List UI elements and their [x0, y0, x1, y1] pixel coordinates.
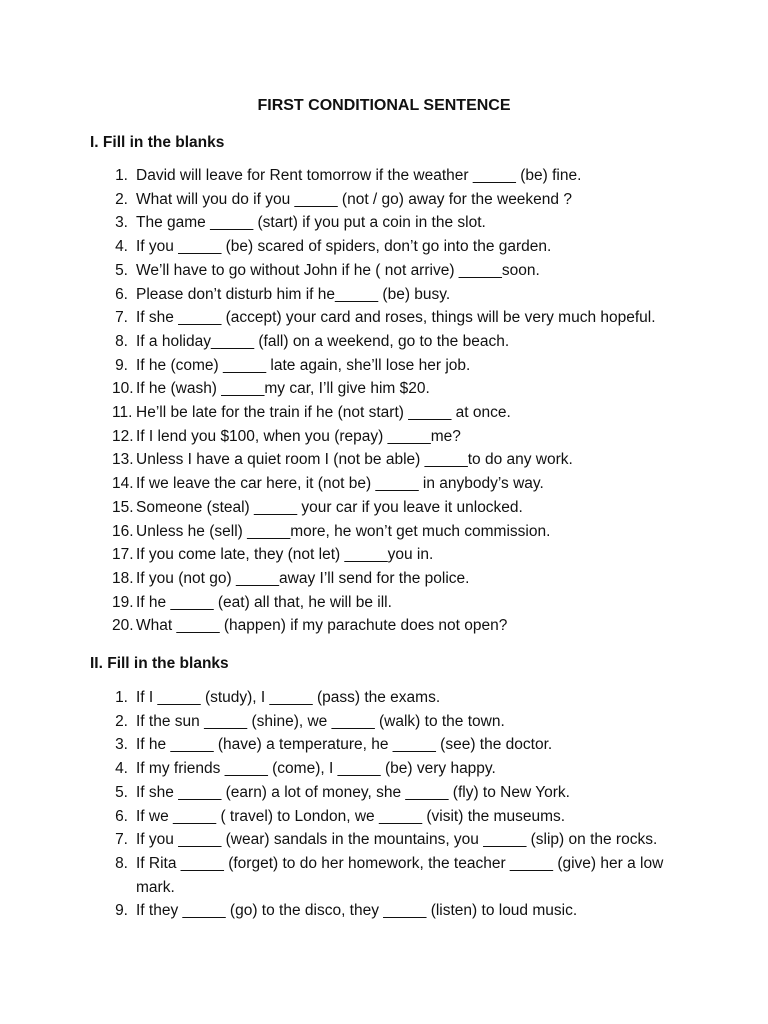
item-number: 9.: [115, 902, 128, 920]
list-item: [0, 733, 768, 757]
item-number: 3.: [115, 214, 128, 232]
list-item: [0, 781, 768, 805]
item-number: 17.: [112, 546, 134, 564]
list-item: [0, 164, 768, 188]
exercise-list-1: [0, 164, 768, 638]
section-heading-2: II. Fill in the blanks: [90, 655, 229, 672]
list-item: [0, 235, 768, 259]
item-text: If I _____ (study), I _____ (pass) the exams.: [136, 689, 441, 706]
list-item: [0, 401, 768, 425]
item-number: 4.: [115, 760, 128, 778]
list-item: [0, 805, 768, 829]
item-text: If Rita _____ (forget) to do her homework, the teacher _____ (give) her a low mark.: [136, 854, 664, 896]
item-number: 15.: [112, 498, 134, 516]
item-number: 18.: [112, 569, 134, 587]
list-item: [0, 543, 768, 567]
list-item: [0, 448, 768, 472]
list-item: [0, 283, 768, 307]
section-heading-1: I. Fill in the blanks: [90, 134, 225, 151]
list-item: [0, 330, 768, 354]
item-text: Please don’t disturb him if he_____ (be) busy.: [136, 285, 451, 303]
item-text: What will you do if you _____ (not / go) away for the weekend ?: [136, 190, 572, 208]
item-number: 11.: [112, 404, 133, 422]
item-number: 16.: [112, 522, 134, 540]
item-text: Unless he (sell) _____more, he won’t get much commission.: [136, 522, 551, 540]
list-item: [0, 211, 768, 235]
item-text: What _____ (happen) if my parachute does not open?: [136, 617, 508, 635]
list-item: [0, 828, 768, 852]
item-text: If a holiday_____ (fall) on a weekend, go to the beach.: [136, 332, 510, 350]
list-item: [0, 188, 768, 212]
list-item: [0, 520, 768, 544]
item-text: If you (not go) _____away I’ll send for the police.: [136, 569, 470, 587]
exercise-list-2: [0, 686, 768, 923]
item-text: He’ll be late for the train if he (not start) _____ at once.: [136, 404, 511, 422]
list-item: [0, 567, 768, 591]
item-number: 3.: [115, 736, 128, 754]
list-item: [0, 472, 768, 496]
item-number: 5.: [115, 261, 128, 279]
item-number: 8.: [115, 854, 128, 872]
list-item: [0, 686, 768, 710]
item-number: 5.: [115, 783, 128, 801]
item-number: 4.: [115, 238, 128, 256]
item-text: If he (wash) _____my car, I’ll give him $20.: [136, 380, 430, 398]
item-text: If he _____ (eat) all that, he will be ill.: [136, 593, 392, 611]
item-number: 6.: [115, 285, 128, 303]
item-text: If you _____ (be) scared of spiders, don’t go into the garden.: [136, 238, 552, 256]
item-number: 2.: [115, 712, 128, 730]
item-number: 8.: [115, 332, 128, 350]
item-text: We’ll have to go without John if he ( not arrive) _____soon.: [136, 261, 540, 279]
item-number: 14.: [112, 475, 134, 493]
item-number: 1.: [115, 167, 128, 184]
list-item: [0, 425, 768, 449]
item-text: Someone (steal) _____ your car if you leave it unlocked.: [136, 498, 523, 516]
item-text: Unless I have a quiet room I (not be able) _____to do any work.: [136, 451, 573, 469]
item-text: If we _____ ( travel) to London, we _____ (visit) the museums.: [136, 807, 566, 825]
item-number: 12.: [112, 427, 134, 445]
item-text: If I lend you $100, when you (repay) _____me?: [136, 427, 461, 445]
item-number: 6.: [115, 807, 128, 825]
item-text: The game _____ (start) if you put a coin in the slot.: [136, 214, 486, 232]
item-text: If he (come) _____ late again, she’ll lose her job.: [136, 356, 471, 374]
item-number: 2.: [115, 190, 128, 208]
list-item: [0, 259, 768, 283]
list-item: [0, 710, 768, 734]
item-number: 19.: [112, 593, 134, 611]
list-item: [0, 852, 768, 899]
document-title: FIRST CONDITIONAL SENTENCE: [257, 97, 511, 114]
item-number: 7.: [115, 309, 128, 327]
item-text: If the sun _____ (shine), we _____ (walk) to the town.: [136, 712, 505, 730]
item-text: If my friends _____ (come), I _____ (be) very happy.: [136, 760, 496, 778]
item-text: If he _____ (have) a temperature, he _____ (see) the doctor.: [136, 736, 553, 754]
list-item: [0, 757, 768, 781]
item-text: If she _____ (earn) a lot of money, she _____ (fly) to New York.: [136, 783, 570, 801]
item-text: If we leave the car here, it (not be) _____ in anybody’s way.: [136, 475, 544, 493]
item-text: David will leave for Rent tomorrow if the weather _____ (be) fine.: [136, 167, 582, 184]
item-number: 9.: [115, 356, 128, 374]
list-item: [0, 377, 768, 401]
item-text: If she _____ (accept) your card and roses, things will be very much hopeful.: [136, 309, 656, 327]
item-text: If they _____ (go) to the disco, they _____ (listen) to loud music.: [136, 902, 578, 920]
list-item: [0, 496, 768, 520]
item-text: If you _____ (wear) sandals in the mountains, you _____ (slip) on the rocks.: [136, 831, 658, 849]
item-number: 10.: [112, 380, 134, 398]
list-item: [0, 306, 768, 330]
item-number: 7.: [115, 831, 128, 849]
list-item: [0, 899, 768, 923]
list-item: [0, 614, 768, 638]
list-item: [0, 354, 768, 378]
item-number: 13.: [112, 451, 134, 469]
item-text: If you come late, they (not let) _____you in.: [136, 546, 434, 564]
list-item: [0, 591, 768, 615]
item-number: 20.: [112, 617, 134, 635]
item-number: 1.: [115, 689, 128, 706]
